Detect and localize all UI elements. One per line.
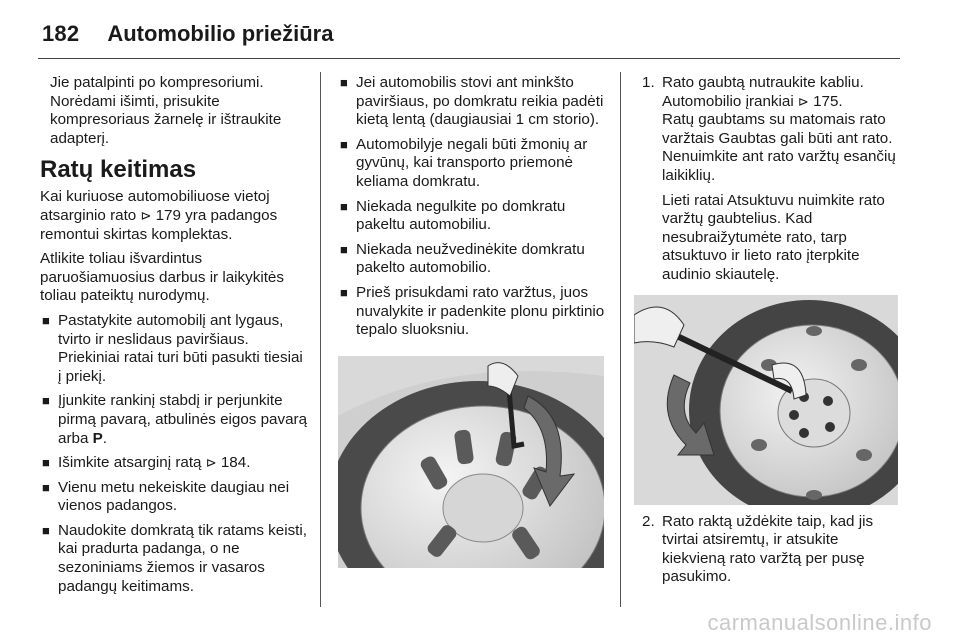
section-title: Ratų keitimas (40, 156, 197, 184)
steps-list (642, 74, 904, 285)
bullet-list-2 (338, 74, 606, 340)
list-item: ■ Automobilyje negali būti žmonių ar gyvūnų, kai transporto priemonė keliama domkratu. (340, 135, 588, 190)
bullet-icon: ■ (340, 284, 348, 300)
bullet-list-1 (40, 312, 308, 596)
page-number: 182 (42, 21, 80, 46)
bullet-icon: ■ (42, 312, 50, 328)
page-ref-icon: ⊳ (140, 207, 152, 223)
step-number: 2. (642, 512, 655, 530)
column-divider-right (620, 72, 621, 607)
bullet-icon: ■ (340, 75, 348, 90)
bullet-icon: ■ (42, 479, 50, 495)
bullet-icon: ■ (340, 198, 348, 214)
bullet-icon: ■ (340, 136, 348, 152)
chapter-title: Automobilio priežiūra (107, 21, 334, 46)
column-3 (642, 74, 904, 593)
column-divider-left (320, 72, 321, 607)
list-item: ■ Niekada negulkite po domkratu pakeltu automobiliu. (340, 197, 566, 234)
page-ref-icon: ⊳ (205, 455, 217, 471)
step-number: 1. (642, 74, 655, 91)
paragraph-preparation: Atlikite toliau išvardintus paruošiamuosius darbus ir laikykitės toliau pateiktų nurodymų. (40, 250, 284, 305)
list-item: ■ Pastatykite automobilį ant lygaus, tvirto ir neslidaus paviršiaus. Priekiniai ratai turi būti pasukti tiesiai į priekį. (42, 311, 303, 385)
watermark: carmanualsonline.info (707, 610, 932, 635)
list-item: ■ Įjunkite rankinį stabdį ir perjunkite pirmą pavarą, atbulinės eigos pavarą arba P. (42, 392, 308, 447)
intro-paragraph: Jie patalpinti po kompresoriumi. Norėdami išimti, prisukite kompresoriaus žarnelę ir ištraukite adapterį. (50, 74, 282, 147)
list-item: ■ Vienu metu nekeiskite daugiau nei vienos padangos. (42, 478, 290, 515)
paragraph-spare-wheel: Kai kuriuose automobiliuose vietoj atsarginio rato ⊳ 179 yra padangos remontui skirtas komplektas. (40, 188, 278, 243)
list-item: ■ Išimkite atsarginį ratą ⊳ 184. (42, 454, 251, 472)
bullet-icon: ■ (42, 522, 50, 538)
header-rule (38, 58, 900, 59)
list-item: ■ Jei automobilis stovi ant minkšto paviršiaus, po domkratu reikia padėti kietą lentą (daugiausiai 1 cm storio). (340, 74, 604, 129)
step-note: Ratų gaubtams su matomais rato varžtais Gaubtas gali būti ant rato. Nenuimkite ant rato varžtų esančių laikiklių. (662, 111, 896, 184)
step-item: 2. Rato raktą uždėkite taip, kad jis tvirtai atsiremtų, ir atsukite kiekvieną rato varžtą per pusę pasukimo. (642, 512, 874, 586)
wheel-bolt-illustration (634, 295, 898, 505)
page-ref[interactable]: 184 (220, 454, 247, 472)
list-item: ■ Prieš prisukdami rato varžtus, juos nuvalykite ir padenkite plonu pirktinio tepalo sluoksniu. (340, 283, 605, 339)
list-item: ■ Niekada neužvedinėkite domkratu pakelto automobilio. (340, 240, 585, 277)
step-item: 1. Rato gaubtą nutraukite kabliu. Automobilio įrankiai ⊳ 175. Ratų gaubtams su matomais rato varžtais Gaubtas gali būti ant rato. Nenuimkite ant rato varžtų esančių laikiklių. Lieti ratai Atsuktuvu nuimkite rato varžtų gaubtelius. Kad nesubraižytumėte rato, tarp atsuktuvo ir lieto rato įterpkite audinio skiautelę. (642, 74, 904, 285)
step-note: Lieti ratai Atsuktuvu nuimkite rato varžtų gaubtelius. Kad nesubraižytumėte rato, tarp atsuktuvo ir lieto rato įterpkite audinio skiautelę. (662, 191, 885, 283)
bullet-icon: ■ (340, 241, 348, 257)
list-item: ■ Naudokite domkratą tik ratams keisti, kai pradurta padanga, o ne sezoniniams žiemos ir vasaros padangų keitimams. (42, 521, 307, 595)
column-2 (338, 74, 606, 346)
bullet-icon: ■ (42, 455, 50, 471)
wheel-cover-illustration (338, 356, 604, 568)
page-header (42, 16, 333, 52)
page-ref[interactable]: 179 (155, 206, 181, 224)
page-ref-icon: ⊳ (797, 93, 809, 109)
column-1 (40, 74, 308, 602)
page-ref[interactable]: 175 (813, 92, 839, 110)
steps-list-continued (642, 513, 904, 587)
bullet-icon: ■ (42, 393, 50, 409)
